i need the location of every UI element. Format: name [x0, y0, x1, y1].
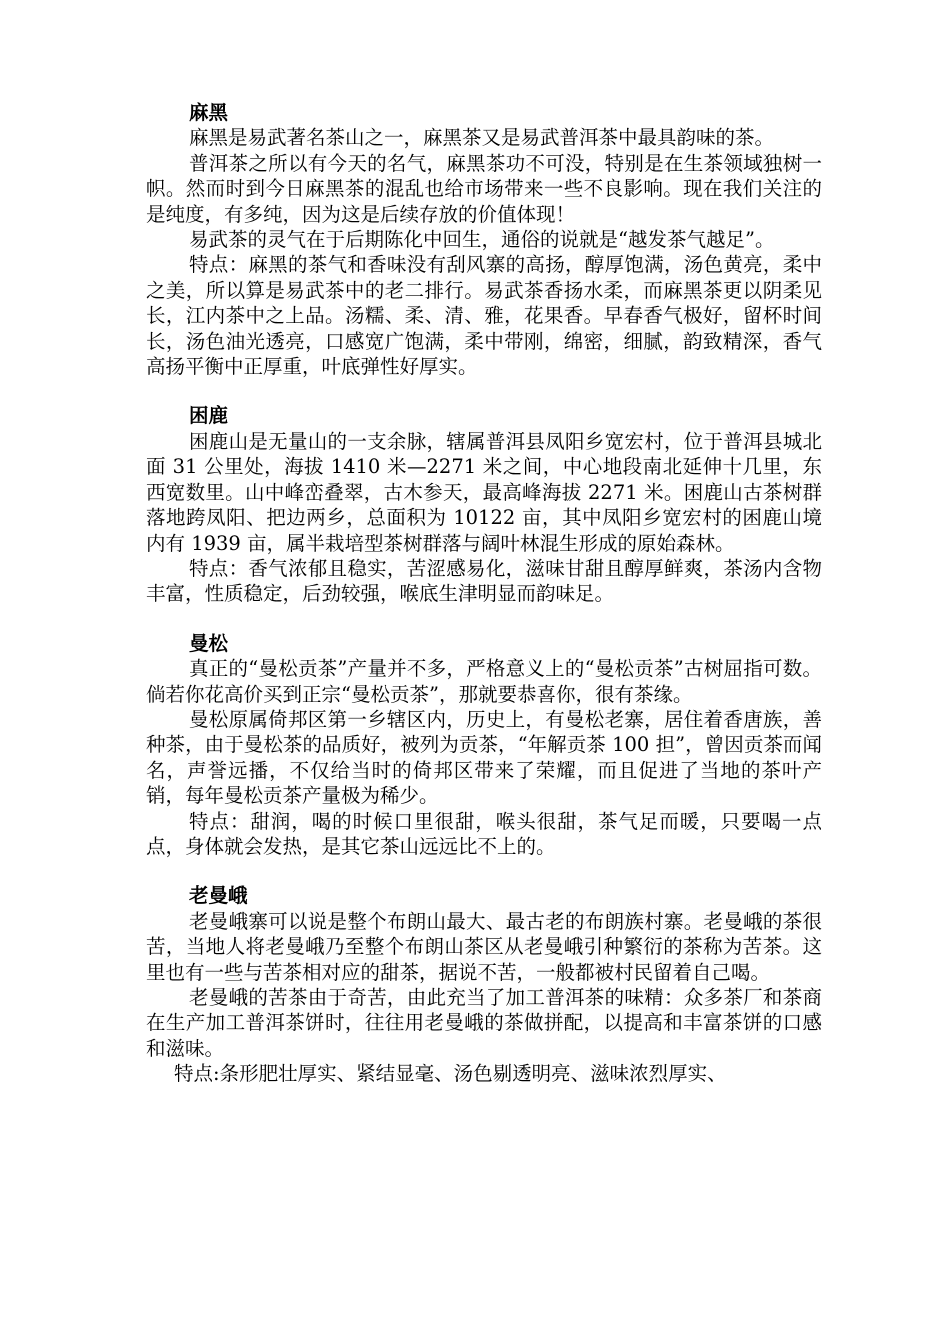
paragraph: 特点：香气浓郁且稳实，苦涩感易化，滋味甘甜且醇厚鲜爽，茶汤内含物丰富，性质稳定，后劲较强，喉底生津明显而韵味足。: [146, 556, 822, 606]
paragraph: 老曼峨寨可以说是整个布朗山最大、最古老的布朗族村寨。老曼峨的茶很苦，当地人将老曼峨乃至整个布朗山茶区从老曼峨引种繁衍的茶称为苦茶。这里也有一些与苦茶相对应的甜茶，据说不苦，一般都被村民留着自己喝。: [146, 909, 822, 984]
section-mahei: [146, 100, 822, 379]
paragraph: 特点:条形肥壮厚实、紧结显毫、汤色剔透明亮、滋味浓烈厚实、: [174, 1062, 727, 1086]
section-title: 曼松: [189, 631, 229, 655]
paragraph: 特点：甜润，喝的时候口里很甜，喉头很甜，茶气足而暖，只要喝一点点，身体就会发热，是其它茶山远远比不上的。: [146, 809, 822, 858]
section-title: 麻黑: [189, 101, 229, 124]
section-mansong: [146, 631, 822, 860]
section-kunlu: [146, 403, 822, 606]
paragraph: 困鹿山是无量山的一支余脉，辖属普洱县凤阳乡宽宏村，位于普洱县城北面 31 公里处，海拔 1410 米—2271 米之间，中心地段南北延伸十几里，东西宽数里。山中峰峦叠翠，古木参天，最高峰海拔 2271 米。困鹿山古茶树群落地跨凤阳、把边两乡，总面积为 10122 亩，其中凤阳乡宽宏村的困鹿山境内有 1939 亩，属半栽培型茶树群落与阔叶林混生形成的原始森林。: [146, 429, 822, 555]
section-title: 老曼峨: [189, 884, 248, 908]
paragraph: 真正的“曼松贡茶”产量并不多，严格意义上的“曼松贡茶”古树屈指可数。倘若你花高价买到正宗“曼松贡茶”，那就要恭喜你，很有茶缘。: [146, 657, 822, 706]
paragraph: 易武茶的灵气在于后期陈化中回生，通俗的说就是“越发茶气越足”。: [189, 228, 775, 252]
paragraph: 麻黑是易武著名茶山之一，麻黑茶又是易武普洱茶中最具韵味的茶。: [189, 126, 775, 150]
paragraph: 老曼峨的苦茶由于奇苦，由此充当了加工普洱茶的味精：众多茶厂和茶商在生产加工普洱茶饼时，往往用老曼峨的茶做拼配，以提高和丰富茶饼的口感和滋味。: [146, 986, 822, 1060]
paragraph: 特点：麻黑的茶气和香味没有刮风寨的高扬，醇厚饱满，汤色黄亮，柔中之美，所以算是易武茶中的老二排行。易武茶香扬水柔，而麻黑茶更以阴柔见长，江内茶中之上品。汤糯、柔、清、雅，花果香。早春香气极好，留杯时间长，汤色油光透亮，口感宽广饱满，柔中带刚，绵密，细腻，韵致精深，香气高扬平衡中正厚重，叶底弹性好厚实。: [146, 253, 822, 379]
section-title: 困鹿: [189, 404, 229, 428]
document-page: [146, 100, 822, 1087]
paragraph: 曼松原属倚邦区第一乡辖区内，历史上，有曼松老寨，居住着香唐族，善种茶，由于曼松茶的品质好，被列为贡茶，“年解贡茶 100 担”，曾因贡茶而闻名，声誉远播，不仅给当时的倚邦区带来了荣耀，而且促进了当地的茶叶产销，每年曼松贡茶产量极为稀少。: [146, 707, 822, 808]
paragraph: 普洱茶之所以有今天的名气，麻黑茶功不可没，特别是在生茶领域独树一帜。然而时到今日麻黑茶的混乱也给市场带来一些不良影响。现在我们关注的是纯度，有多纯，因为这是后续存放的价值体现！: [146, 151, 822, 226]
section-laomane: [146, 883, 822, 1086]
